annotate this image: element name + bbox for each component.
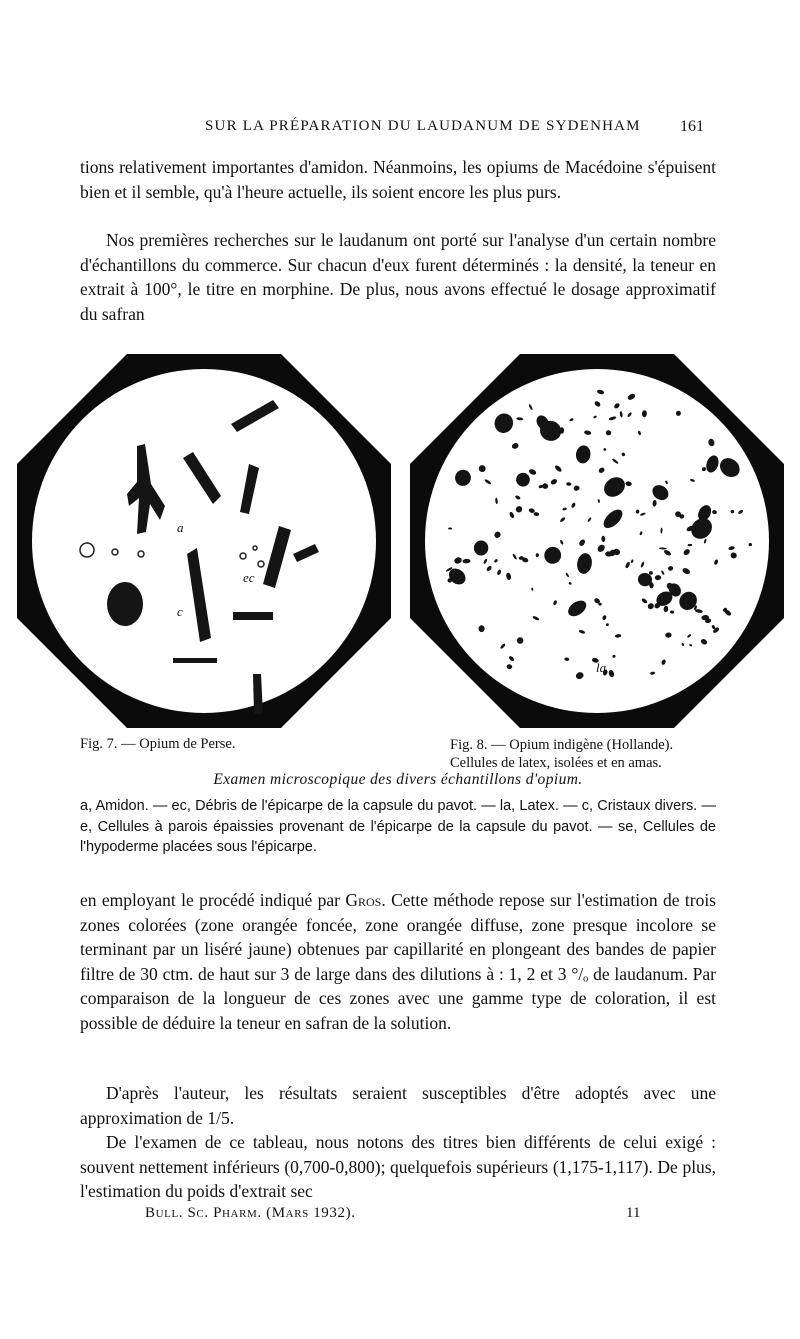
figure-7-label-c: c	[177, 604, 183, 619]
page-number: 161	[680, 118, 704, 135]
figure-8-caption-line-1: Fig. 8. — Opium indigène (Hollande).	[450, 737, 674, 753]
figure-7-label-a: a	[177, 520, 184, 535]
figure-7-micrograph	[17, 354, 391, 728]
paragraph-3-rest: . Cette méthode repose sur l'estimation de trois zones colorées (zone orangée foncée, zone orangée diffuse, zone presque incolore se terminant par un liséré jaune) obtenues par capillarité en plongeant des bandes de papier filtre de 30 ctm. de haut sur 3 de large dans des dilutions à : 1, 2 et 3 °/ₒ de laudanum. Par comparaison de la longueur de ces zones avec une gamme type de coloration, il est possible de déduire la teneur en safran de la solution.	[80, 890, 716, 1033]
figure-8-caption-line-2: Cellules de latex, isolées et en amas.	[450, 755, 662, 771]
figure-7-caption: Fig. 7. — Opium de Perse.	[80, 736, 236, 752]
figure-group-title: Examen microscopique des divers échantillons d'opium.	[213, 771, 583, 788]
signature-mark: 11	[626, 1205, 641, 1221]
paragraph-3-start: en employant le procédé indiqué par	[80, 890, 346, 910]
running-header	[0, 118, 800, 142]
running-title: SUR LA PRÉPARATION DU LAUDANUM DE SYDENHAM	[205, 118, 641, 134]
paragraph-5: De l'examen de ce tableau, nous notons des titres bien différents de celui exigé : souvent nettement inférieurs (0,700-0,800); quelquefois supérieurs (1,175-1,117). De plus, l'estimation du poids d'extrait sec	[80, 1132, 716, 1201]
figure-8-caption	[450, 736, 673, 772]
figure-8-micrograph	[410, 354, 784, 728]
paragraph-2: Nos premières recherches sur le laudanum ont porté sur l'analyse d'un certain nombre d'échantillons du commerce. Sur chacun d'eux furent déterminés : la densité, la teneur en extrait à 100°, le titre en morphine. De plus, nous avons effectué le dosage approximatif du safran	[80, 230, 716, 324]
paragraph-1: tions relativement importantes d'amidon. Néanmoins, les opiums de Macédoine s'épuisent bien et il semble, qu'à l'heure actuelle, ils soient encore les plus purs.	[80, 157, 716, 202]
journal-reference: Bull. Sc. Pharm. (Mars 1932).	[145, 1205, 356, 1221]
paragraph-3	[80, 888, 716, 1035]
figure-8-label-la: la	[596, 660, 607, 675]
figure-legend: a, Amidon. — ec, Débris de l'épicarpe de la capsule du pavot. — la, Latex. — c, Cristaux divers. — e, Cellules à parois épaissies provenant de l'épicarpe de la capsule du pavot. — se, Cellules de l'hypoderme placées sous l'épicarpe.	[80, 798, 716, 855]
page-footer	[0, 1205, 800, 1229]
figure-7-label-ec: ec	[243, 570, 255, 585]
author-name-gros: Gros	[345, 890, 382, 910]
paragraph-4: D'après l'auteur, les résultats seraient susceptibles d'être adoptés avec une approximation de 1/5.	[80, 1083, 716, 1128]
